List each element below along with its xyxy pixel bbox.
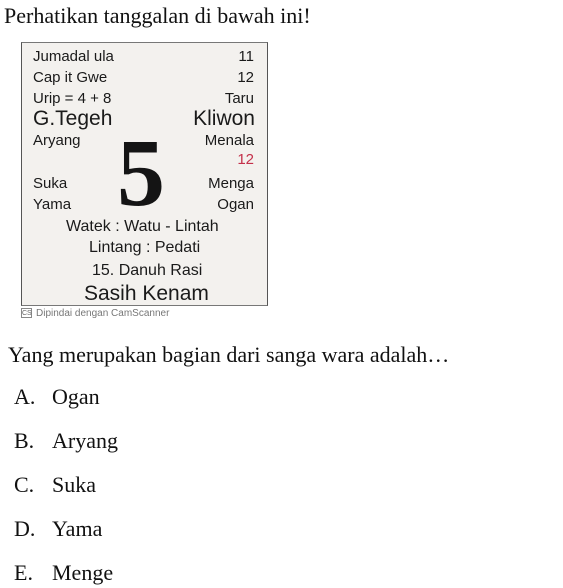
- option-letter: C.: [14, 472, 35, 497]
- option-text: Ogan: [52, 384, 100, 409]
- calendar-aryang-label: Aryang: [33, 132, 81, 149]
- calendar-urip-label: Urip = 4 + 8: [33, 90, 112, 107]
- calendar-kliwon-label: Kliwon: [193, 107, 255, 130]
- option-text: Menge: [52, 560, 114, 585]
- calendar-danuh-label: 15. Danuh Rasi: [92, 262, 203, 279]
- calendar-lintang-label: Lintang : Pedati: [89, 239, 201, 256]
- calendar-menala-label: Menala: [204, 132, 254, 149]
- question-text: Yang merupakan bagian dari sanga wara adalah…: [8, 342, 450, 367]
- scanner-watermark: [21, 307, 169, 319]
- option-letter: D.: [14, 516, 36, 541]
- option-b[interactable]: [14, 427, 118, 455]
- option-letter: E.: [14, 560, 33, 585]
- instruction-text: Perhatikan tanggalan di bawah ini!: [4, 3, 311, 28]
- calendar-big-date: 5: [117, 119, 165, 226]
- option-d[interactable]: [14, 515, 102, 543]
- calendar-card: [21, 42, 268, 306]
- calendar-number-11: 11: [238, 48, 254, 65]
- calendar-watek-label: Watek : Watu - Lintah: [66, 218, 219, 235]
- option-text: Suka: [52, 472, 96, 497]
- calendar-suka-label: Suka: [33, 175, 68, 192]
- calendar-gtegeh-label: G.Tegeh: [33, 107, 113, 130]
- scanner-label: Dipindai dengan CamScanner: [36, 307, 170, 319]
- calendar-red-number-12: 12: [237, 151, 254, 168]
- option-a[interactable]: [14, 383, 100, 411]
- calendar-taru-label: Taru: [224, 90, 254, 107]
- option-letter: A.: [14, 384, 36, 409]
- calendar-capit-label: Cap it Gwe: [33, 69, 108, 86]
- calendar-menga-label: Menga: [208, 175, 254, 192]
- option-text: Aryang: [52, 428, 118, 453]
- calendar-month-label: Jumadal ula: [33, 48, 114, 65]
- calendar-ogan-label: Ogan: [217, 196, 254, 213]
- option-e[interactable]: [14, 559, 113, 587]
- calendar-sasih-label: Sasih Kenam: [84, 282, 209, 305]
- camscanner-icon: CS: [22, 310, 32, 317]
- option-letter: B.: [14, 428, 35, 453]
- calendar-number-12: 12: [237, 69, 254, 86]
- calendar-yama-label: Yama: [33, 196, 72, 213]
- option-c[interactable]: [14, 471, 96, 499]
- option-text: Yama: [52, 516, 103, 541]
